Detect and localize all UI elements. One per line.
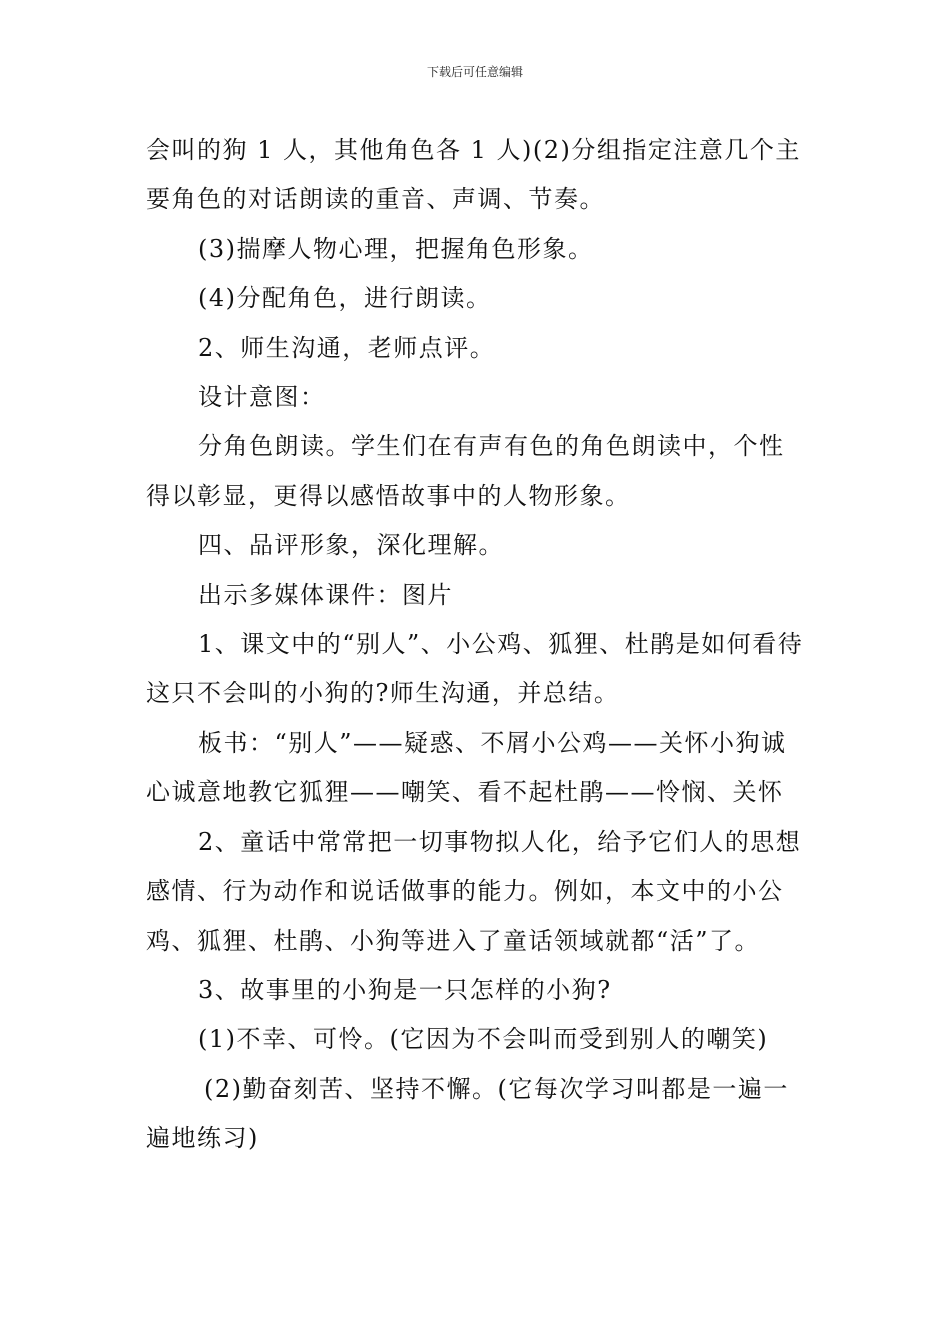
- section-heading-4: 四、品评形象，深化理解。: [198, 531, 504, 560]
- paragraph-question-3: 3、故事里的小狗是一只怎样的小狗?: [198, 975, 612, 1004]
- paragraph-design-intent: 分角色朗读。学生们在有声有色的角色朗读中，个性得以彰显，更得以感悟故事中的人物形象。: [146, 432, 785, 510]
- paragraph-board-notes: 板书：“别人”——疑惑、不屑小公鸡——关怀小狗诚心诚意地教它狐狸——嘲笑、看不起杜鹃——怜悯、关怀: [146, 728, 787, 807]
- paragraph-question-2: 2、童话中常常把一切事物拟人化，给予它们人的思想感情、行为动作和说话做事的能力。例如，本文中的小公鸡、狐狸、杜鹃、小狗等进入了童话领域就都“活”了。: [146, 827, 802, 955]
- document-body: [146, 126, 808, 1164]
- paragraph-design-intent-heading: 设计意图：: [198, 383, 326, 412]
- paragraph-step-4: (4)分配角色，进行朗读。: [198, 284, 492, 313]
- paragraph-step-3: (3)揣摩人物心理，把握角色形象。: [198, 234, 594, 263]
- paragraph-roles-reading: 会叫的狗 1 人，其他角色各 1 人)(2)分组指定注意几个主要角色的对话朗读的重音、声调、节奏。: [146, 136, 801, 214]
- paragraph-answer-1: (1)不幸、可怜。(它因为不会叫而受到别人的嘲笑): [198, 1025, 769, 1054]
- paragraph-answer-2: (2)勤奋刻苦、坚持不懈。(它每次学习叫都是一遍一遍地练习): [146, 1074, 789, 1153]
- page-header-note: 下载后可任意编辑: [426, 65, 523, 79]
- paragraph-question-1: 1、课文中的“别人”、小公鸡、狐狸、杜鹃是如何看待这只不会叫的小狗的?师生沟通，并总结。: [146, 630, 804, 708]
- paragraph-teacher-review: 2、师生沟通，老师点评。: [198, 333, 496, 362]
- paragraph-multimedia: 出示多媒体课件：图片: [198, 580, 453, 609]
